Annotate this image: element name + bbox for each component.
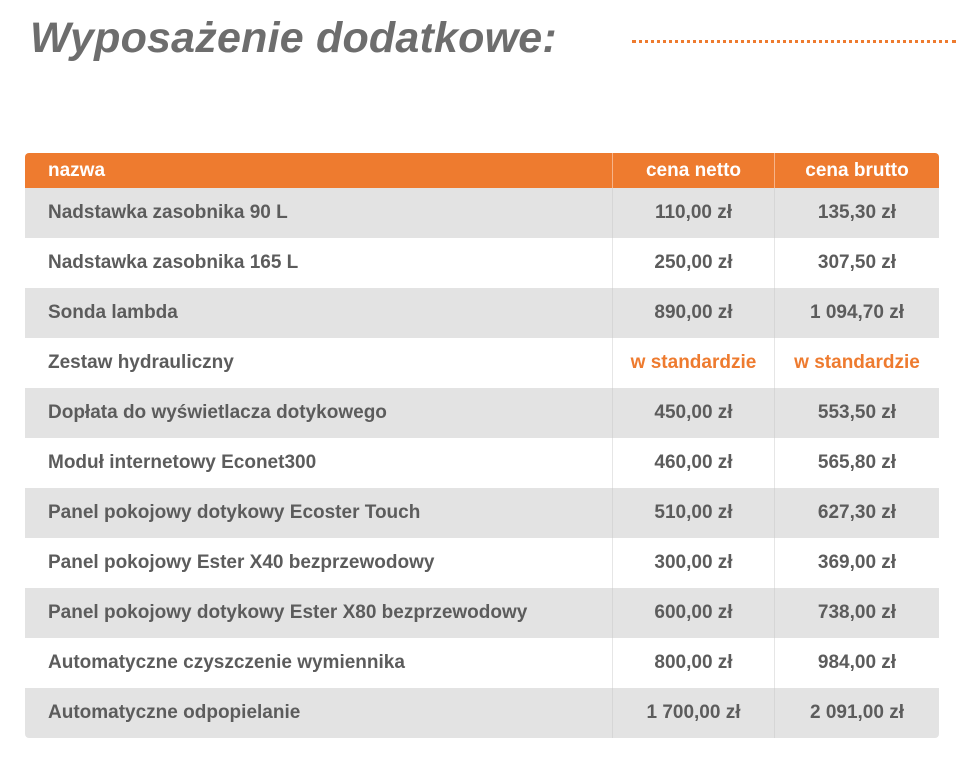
table-header-row [25, 153, 939, 188]
table-row [25, 188, 939, 238]
row-price-brutto: 984,00 zł [775, 638, 939, 688]
table-row [25, 438, 939, 488]
row-price-netto: 250,00 zł [612, 238, 775, 288]
row-price-netto-standard: w standardzie [612, 338, 775, 388]
row-name: Panel pokojowy Ester X40 bezprzewodowy [25, 538, 612, 588]
column-header-brutto: cena brutto [775, 153, 939, 188]
row-name: Nadstawka zasobnika 90 L [25, 188, 612, 238]
table-row [25, 688, 939, 738]
row-name: Moduł internetowy Econet300 [25, 438, 612, 488]
row-price-brutto: 307,50 zł [775, 238, 939, 288]
row-name: Nadstawka zasobnika 165 L [25, 238, 612, 288]
row-price-netto: 890,00 zł [612, 288, 775, 338]
table-row [25, 388, 939, 438]
page-title: Wyposażenie dodatkowe: [30, 14, 557, 62]
row-name: Panel pokojowy dotykowy Ecoster Touch [25, 488, 612, 538]
table-row [25, 638, 939, 688]
row-price-brutto: 369,00 zł [775, 538, 939, 588]
column-header-name: nazwa [25, 153, 612, 188]
row-name: Panel pokojowy dotykowy Ester X80 bezprzewodowy [25, 588, 612, 638]
row-price-brutto: 565,80 zł [775, 438, 939, 488]
table-row [25, 488, 939, 538]
table-row [25, 288, 939, 338]
row-price-netto: 1 700,00 zł [612, 688, 775, 738]
row-price-brutto: 1 094,70 zł [775, 288, 939, 338]
row-name: Sonda lambda [25, 288, 612, 338]
table-row [25, 238, 939, 288]
equipment-price-table [25, 153, 939, 738]
row-price-netto: 510,00 zł [612, 488, 775, 538]
table-row [25, 538, 939, 588]
row-name: Zestaw hydrauliczny [25, 338, 612, 388]
row-price-netto: 800,00 zł [612, 638, 775, 688]
row-price-brutto: 627,30 zł [775, 488, 939, 538]
row-price-netto: 300,00 zł [612, 538, 775, 588]
row-name: Automatyczne odpopielanie [25, 688, 612, 738]
dotted-divider [632, 40, 956, 43]
column-header-netto: cena netto [612, 153, 775, 188]
row-price-netto: 460,00 zł [612, 438, 775, 488]
row-name: Automatyczne czyszczenie wymiennika [25, 638, 612, 688]
row-price-brutto: 135,30 zł [775, 188, 939, 238]
row-name: Dopłata do wyświetlacza dotykowego [25, 388, 612, 438]
row-price-netto: 600,00 zł [612, 588, 775, 638]
table-row [25, 588, 939, 638]
row-price-netto: 450,00 zł [612, 388, 775, 438]
row-price-netto: 110,00 zł [612, 188, 775, 238]
row-price-brutto-standard: w standardzie [775, 338, 939, 388]
row-price-brutto: 553,50 zł [775, 388, 939, 438]
row-price-brutto: 738,00 zł [775, 588, 939, 638]
row-price-brutto: 2 091,00 zł [775, 688, 939, 738]
table-row [25, 338, 939, 388]
